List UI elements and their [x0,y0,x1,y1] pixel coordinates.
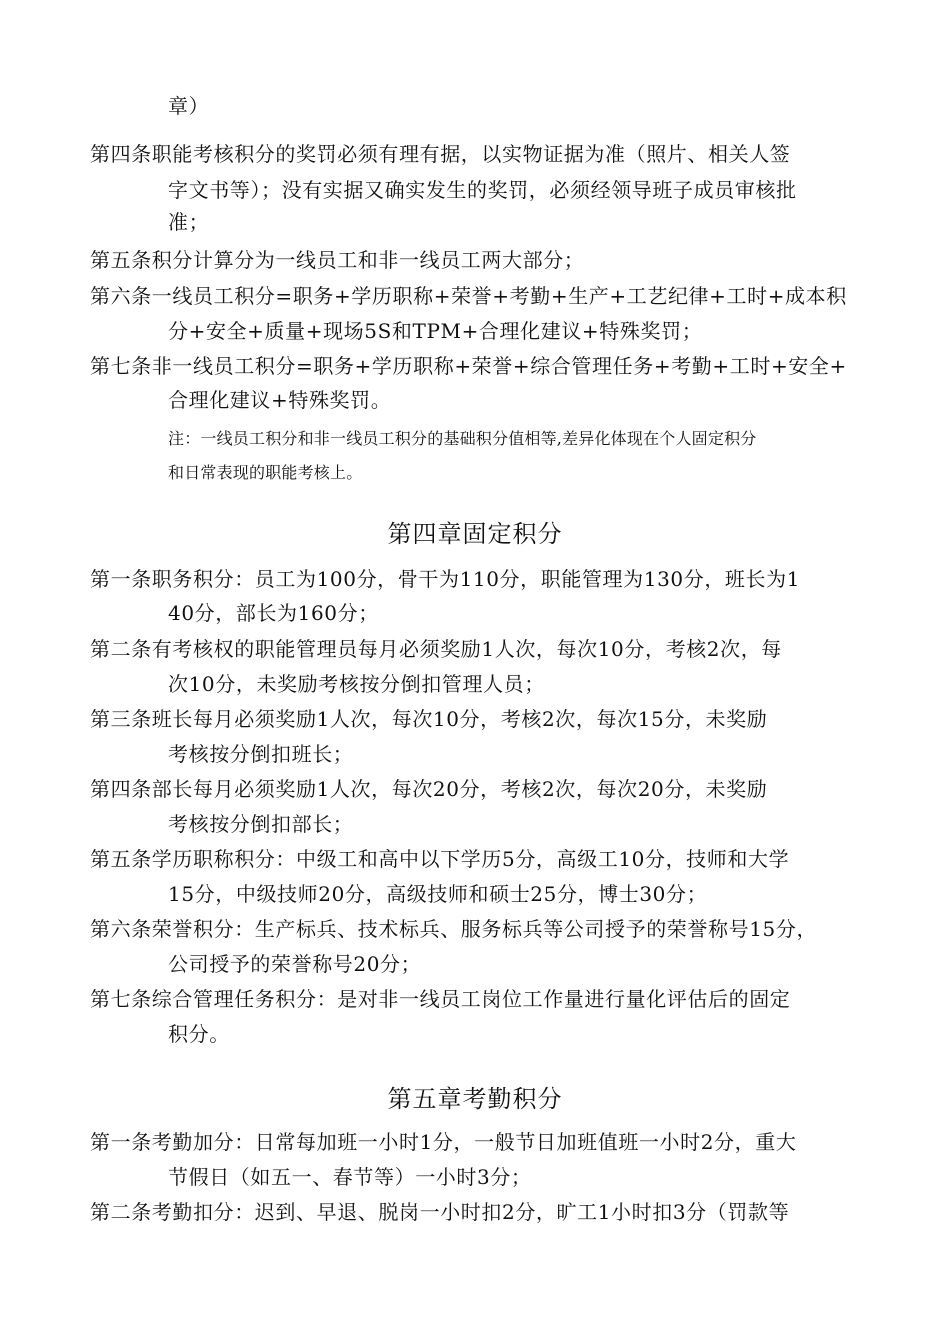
article-line: 考核按分倒扣班长； [168,742,354,766]
article-line: 第七条综合管理任务积分：是对非一线员工岗位工作量进行量化评估后的固定 [90,987,791,1011]
note-line: 和日常表现的职能考核上。 [168,463,363,482]
note-line: 注：一线员工积分和非一线员工积分的基础积分值相等,差异化体现在个人固定积分 [168,429,757,448]
chapter-4-title: 第四章固定积分 [387,520,563,548]
article-line: 40分，部长为160分； [168,601,379,625]
article-line: 字文书等）；没有实据又确实发生的奖罚，必须经领导班子成员审核批 [168,178,797,202]
article-line: 第七条非一线员工积分=职务+学历职称+荣誉+综合管理任务+考勤+工时+安全+ [90,354,847,378]
article-line: 第四条职能考核积分的奖罚必须有理有据，以实物证据为准（照片、相关人签 [90,142,791,166]
article-line: 积分。 [168,1022,230,1046]
article-line: 考核按分倒扣部长； [168,812,354,836]
article-line: 第五条学历职称积分：中级工和高中以下学历5分，高级工10分，技师和大学 [90,847,790,871]
article-line: 第五条积分计算分为一线员工和非一线员工两大部分； [90,248,585,272]
article-line: 合理化建议+特殊奖罚。 [168,388,392,412]
article-line: 分+安全+质量+现场5S和TPM+合理化建议+特殊奖罚； [168,319,703,343]
article-line: 第六条一线员工积分=职务+学历职称+荣誉+考勤+生产+工艺纪律+工时+成本积 [90,284,847,308]
article-line: 第二条考勤扣分：迟到、早退、脱岗一小时扣2分，旷工1小时扣3分（罚款等 [90,1200,790,1224]
article-line: 15分，中级技师20分，高级技师和硕士25分，博士30分； [168,882,708,906]
article-line: 第一条职务积分：员工为100分，骨干为110分，职能管理为130分，班长为1 [90,567,801,591]
article-line: 节假日（如五一、春节等）一小时3分； [168,1165,532,1189]
article-line: 准； [168,210,210,234]
fragment-line: 章） [168,94,210,118]
chapter-5-title: 第五章考勤积分 [387,1085,563,1113]
article-line: 公司授予的荣誉称号20分； [168,952,422,976]
article-line: 次10分，未奖励考核按分倒扣管理人员； [168,672,545,696]
article-line: 第一条考勤加分：日常每加班一小时1分，一般节日加班值班一小时2分，重大 [90,1130,797,1154]
article-line: 第三条班长每月必须奖励1人次，每次10分，考核2次，每次15分，未奖励 [90,707,768,731]
article-line: 第六条荣誉积分：生产标兵、技术标兵、服务标兵等公司授予的荣誉称号15分， [90,917,818,941]
article-line: 第四条部长每月必须奖励1人次，每次20分，考核2次，每次20分，未奖励 [90,777,768,801]
article-line: 第二条有考核权的职能管理员每月必须奖励1人次，每次10分，考核2次，每 [90,637,782,661]
